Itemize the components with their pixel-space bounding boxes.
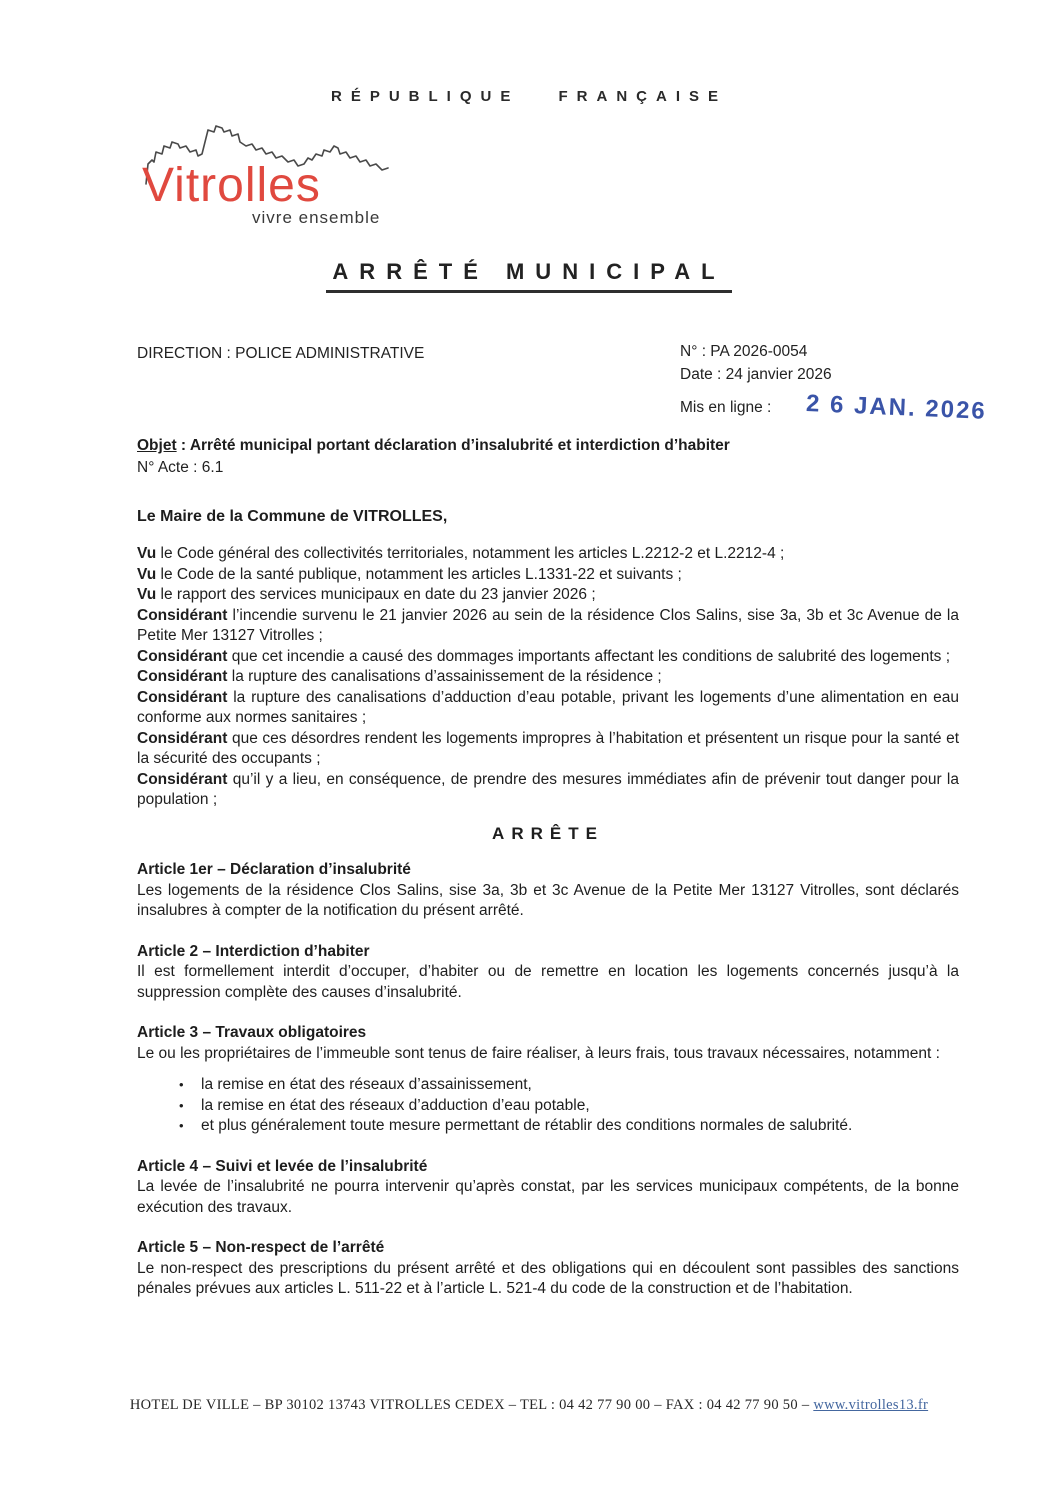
republique-heading: RÉPUBLIQUE FRANÇAISE [330,88,727,105]
preamble-clause: Vu le Code général des collectivités territoriales, notamment les articles L.2212-2 et L.2212-4 ; [137,545,785,562]
preamble-clause: Considérant que ces désordres rendent les logements impropres à l’habitation et présentent un risque pour la santé et la sécurité des occupants ; [137,729,959,767]
article-heading: Article 3 – Travaux obligatoires [137,1024,367,1041]
footer-text: HOTEL DE VILLE – BP 30102 13743 VITROLLES CEDEX – TEL : 04 42 77 90 00 – FAX : 04 42 77 90 50 – [129,1397,814,1413]
article-body: Le ou les propriétaires de l’immeuble sont tenus de faire réaliser, à leurs frais, tous travaux nécessaires, notamment : [137,1044,940,1062]
decree-number: N° : PA 2026-0054 [680,343,808,360]
logo-tagline: vivre ensemble [252,208,381,227]
decree-date: Date : 24 janvier 2026 [680,366,832,383]
logo-wordmark: Vitrolles [142,159,321,212]
article-heading: Article 2 – Interdiction d’habiter [137,942,370,960]
objet-line [137,437,959,455]
direction-label: DIRECTION : POLICE ADMINISTRATIVE [137,345,425,362]
preamble-clause: Considérant la rupture des canalisations d’assainissement de la résidence ; [137,668,662,685]
vitrolles-logo [142,118,402,228]
date-stamp: 2 6 JAN. 2026 [805,390,988,425]
bullet-item: • et plus généralement toute mesure permettant de rétablir des conditions normales de salubrité. [179,1116,959,1137]
bullet-item: • la remise en état des réseaux d’assainissement, [179,1075,959,1096]
preamble-clause: Considérant la rupture des canalisations d’adduction d’eau potable, privant les logements d’une alimentation en eau conforme aux normes sanitaires ; [137,688,959,726]
preamble-clause: Vu le Code de la santé publique, notamment les articles L.1331-22 et suivants ; [137,565,682,583]
article-section-1 [137,860,959,922]
footer-link[interactable]: www.vitrolles13.fr [813,1397,929,1413]
maire-line: Le Maire de la Commune de VITROLLES, [137,508,448,525]
article-body: La levée de l’insalubrité ne pourra intervenir qu’après constat, par les services municipaux compétents, de la bonne exécution des travaux. [137,1178,959,1216]
bullet-list [137,1075,959,1137]
article-section-4 [137,1157,959,1219]
article-section-2 [137,942,959,1004]
preamble-clause: Considérant que cet incendie a causé des dommages importants affectant les conditions de salubrité des logements ; [137,647,951,665]
article-heading: Article 4 – Suivi et levée de l’insalubrité [137,1157,428,1175]
acte-number: N° Acte : 6.1 [137,459,224,476]
preamble-clause: Considérant l’incendie survenu le 21 janvier 2026 au sein de la résidence Clos Salins, sise 3a, 3b et 3c Avenue de la Petite Mer 13127 Vitrolles ; [137,606,959,644]
decree-meta [680,340,832,386]
article-body: Il est formellement interdit d’occuper, d’habiter ou de remettre en location les logements concernés jusqu’à la suppression complète des causes d’insalubrité. [137,963,959,1001]
document-title: ARRÊTÉ MUNICIPAL [0,259,1058,293]
article-body: Le non-respect des prescriptions du présent arrêté et des obligations qui en découlent sont passibles des sanctions pénales prévues aux articles L. 511-22 et à l’article L. 521-4 du code de la construction et de l’habitation. [137,1259,959,1297]
preamble-clause: Considérant qu’il y a lieu, en conséquence, de prendre des mesures immédiates afin de prévenir tout danger pour la population ; [137,770,959,808]
article-body: Les logements de la résidence Clos Salins, sise 3a, 3b et 3c Avenue de la Petite Mer 13127 Vitrolles, sont déclarés insalubres à compter de la notification du présent arrêté. [137,881,959,919]
article-heading: Article 5 – Non-respect de l’arrêté [137,1239,385,1256]
preamble-clause: Vu le rapport des services municipaux en date du 23 janvier 2026 ; [137,586,596,603]
bullet-item: • la remise en état des réseaux d’adduction d’eau potable, [179,1096,959,1117]
objet-text: : Arrêté municipal portant déclaration d’insalubrité et interdiction d’habiter [176,437,730,454]
objet-label: Objet [137,437,177,454]
decree-body [137,544,959,1320]
arrete-heading: ARRÊTE [492,823,604,843]
mis-en-ligne-label: Mis en ligne : [680,399,772,416]
article-section-3 [137,1023,959,1137]
article-section-5 [137,1238,959,1300]
article-heading: Article 1er – Déclaration d’insalubrité [137,861,411,878]
footer-line [0,1397,1058,1414]
